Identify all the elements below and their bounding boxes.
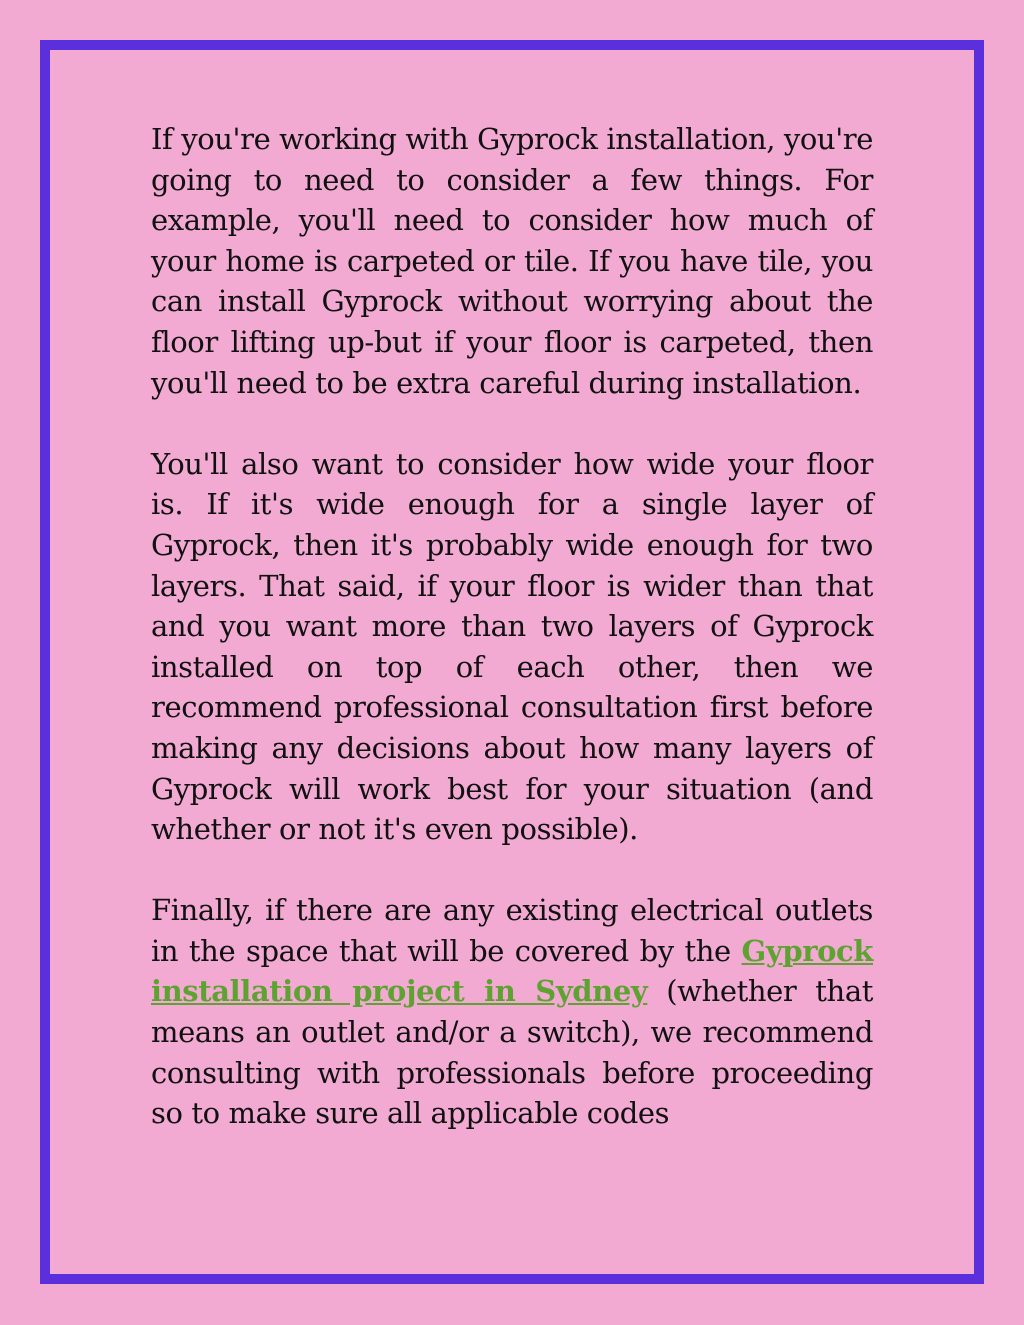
paragraph-text-after-link: (whether that means an outlet and/or a switch), we recommend consulting with professionals before proceeding so to make sure all applicable codes [151, 974, 873, 1131]
document-body [151, 119, 873, 1174]
paragraph-text-before-link: Finally, if there are any existing electrical outlets in the space that will be covered by the [151, 893, 873, 968]
paragraph-gyprock-considerations: If you're working with Gyprock installation, you're going to need to consider a few things. For example, you'll need to consider how much of your home is carpeted or tile. If you have tile, you can install Gyprock without worrying about the floor lifting up-but if your floor is carpeted, then you'll need to be extra careful during installation. [151, 122, 873, 400]
paragraph-floor-width: You'll also want to consider how wide your floor is. If it's wide enough for a single layer of Gyprock, then it's probably wide enough for two layers. That said, if your floor is wider than that and you want more than two layers of Gyprock installed on top of each other, then we recommend professional consultation first before making any decisions about how many layers of Gyprock will work best for your situation (and whether or not it's even possible). [151, 446, 873, 847]
gyprock-installation-sydney-link[interactable]: Gyprock installation project in Sydney [151, 933, 873, 1009]
paragraph-electrical-outlets [151, 890, 873, 1134]
